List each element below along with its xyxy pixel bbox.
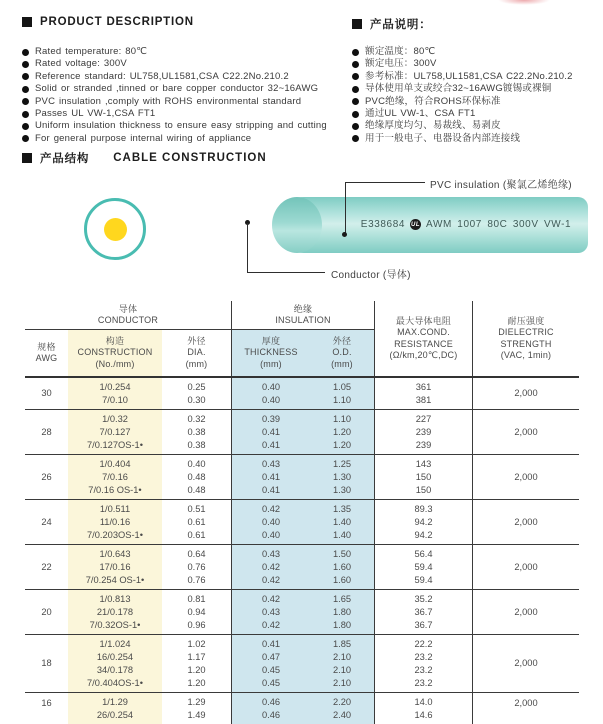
header-resistance: 最大导体电阻 MAX.COND. RESISTANCE (Ω/km,20℃,DC) xyxy=(375,301,473,376)
cell-value: 1.60 xyxy=(332,574,352,585)
cell-awg xyxy=(25,455,68,499)
cell-value: 2,000 xyxy=(514,561,538,572)
cell-awg xyxy=(25,635,68,692)
pvc-leader-dot xyxy=(342,232,347,237)
cell-value: 11/0.16 xyxy=(99,516,131,527)
cell-awg xyxy=(25,378,68,409)
cell-value: 0.48 xyxy=(187,471,206,482)
cell-dia xyxy=(162,590,232,634)
cell-value: 0.43 xyxy=(261,458,281,469)
cell-construction xyxy=(68,378,162,409)
cell-value: 0.42 xyxy=(261,574,281,585)
cell-dielectric xyxy=(473,455,579,499)
cropped-logo-fragment xyxy=(498,0,550,5)
cell-value: 7/0.203OS-1• xyxy=(87,529,143,540)
cell-construction xyxy=(68,545,162,589)
table-row xyxy=(25,634,579,692)
cell-value: 239 xyxy=(415,426,432,437)
cell-dielectric xyxy=(473,410,579,454)
cell-value: 1.25 xyxy=(332,458,352,469)
product-notes-title xyxy=(352,16,432,32)
cell-resistance xyxy=(375,455,473,499)
cell-value: 0.41 xyxy=(261,439,281,450)
cell-value: 2,000 xyxy=(514,658,538,668)
cell-value: 1.17 xyxy=(187,651,206,662)
table-row xyxy=(25,692,579,724)
cell-dielectric xyxy=(473,590,579,634)
cell-dia xyxy=(162,455,232,499)
table-row xyxy=(25,499,579,544)
cell-value: 94.2 xyxy=(414,516,433,527)
cell-value: 2,000 xyxy=(514,606,538,617)
bullet-text: Passes UL VW-1,CSA FT1 xyxy=(35,108,156,120)
conductor-leader-horizontal xyxy=(247,272,325,273)
table-header xyxy=(25,301,579,378)
cell-value: 0.40 xyxy=(187,458,206,469)
cell-value: 94.2 xyxy=(414,529,433,540)
bullet-icon xyxy=(22,73,29,80)
cell-value: 239 xyxy=(415,439,432,450)
cell-construction xyxy=(68,693,162,724)
cell-construction xyxy=(68,590,162,634)
cell-value: 2.20 xyxy=(332,696,352,707)
cell-resistance xyxy=(375,635,473,692)
cell-value: 0.46 xyxy=(261,709,281,720)
bullet-item xyxy=(22,58,344,70)
bullet-item xyxy=(22,108,344,120)
cell-dia xyxy=(162,693,232,724)
bullet-icon xyxy=(352,73,359,80)
cell-value: 0.38 xyxy=(187,439,206,450)
bullet-item xyxy=(352,71,597,83)
table-row xyxy=(25,544,579,589)
bullet-icon xyxy=(22,61,29,68)
cell-dia xyxy=(162,410,232,454)
cell-value: 0.40 xyxy=(261,516,281,527)
bullet-text: Uniform insulation thickness to ensure easy stripping and cutting xyxy=(35,120,327,132)
cell-value: 7/0.127 xyxy=(99,426,131,437)
bullet-icon xyxy=(352,49,359,56)
cell-value: 0.41 xyxy=(261,638,281,649)
cell-dia xyxy=(162,545,232,589)
bullet-icon xyxy=(22,123,29,130)
cell-awg xyxy=(25,410,68,454)
header-dielectric: 耐压强度 DIELECTRIC STRENGTH (VAC, 1min) xyxy=(498,316,554,360)
bullet-item xyxy=(352,108,597,120)
bullet-item xyxy=(352,120,597,132)
cell-value: 0.39 xyxy=(261,413,281,424)
cell-od xyxy=(310,410,375,454)
cell-value: 2.10 xyxy=(332,651,352,662)
cell-value: 0.25 xyxy=(187,381,206,392)
pvc-leader-vertical xyxy=(345,182,346,236)
bullet-text: Solid or stranded ,tinned or bare copper conductor 32~16AWG xyxy=(35,83,319,95)
cell-value: 36.7 xyxy=(414,606,433,617)
cell-value: 0.30 xyxy=(187,394,206,405)
cell-thickness xyxy=(232,545,310,589)
cell-awg xyxy=(25,500,68,544)
cell-resistance xyxy=(375,590,473,634)
bullet-icon xyxy=(22,98,29,105)
product-description-title-text: PRODUCT DESCRIPTION xyxy=(40,16,194,28)
conductor-core-circle xyxy=(104,218,127,241)
product-notes-list xyxy=(352,46,597,145)
cell-value: 0.40 xyxy=(261,529,281,540)
cell-value: 1.30 xyxy=(332,471,352,482)
cell-value: 1.20 xyxy=(187,664,206,675)
cable-cross-section xyxy=(84,198,146,260)
bullet-text: PVC insulation ,comply with ROHS environmental standard xyxy=(35,95,302,107)
cell-value: 1/0.813 xyxy=(99,593,131,604)
cell-value: 1/1.29 xyxy=(102,696,128,707)
cell-od xyxy=(310,500,375,544)
cell-value: 1/0.643 xyxy=(99,548,131,559)
bullet-item xyxy=(22,133,344,145)
cell-value: 1.60 xyxy=(332,561,352,572)
header-od: 外径 O.D. (mm) xyxy=(310,330,375,376)
table-row xyxy=(25,589,579,634)
cell-awg xyxy=(25,590,68,634)
cell-construction xyxy=(68,635,162,692)
bullet-icon xyxy=(352,61,359,68)
cell-value: 0.41 xyxy=(261,426,281,437)
cell-value: 143 xyxy=(415,458,432,469)
cable-diagram xyxy=(0,168,603,298)
cell-value: 59.4 xyxy=(414,574,433,585)
cable-end-cap xyxy=(272,197,322,253)
bullet-icon xyxy=(22,86,29,93)
bullet-item xyxy=(352,96,597,108)
cell-value: 1/0.511 xyxy=(99,503,131,514)
cell-value: 7/0.404OS-1• xyxy=(87,677,143,688)
cell-value: 1.10 xyxy=(332,413,352,424)
cell-value: 227 xyxy=(415,413,432,424)
cell-value: 1.85 xyxy=(332,638,352,649)
header-awg: 规格 AWG xyxy=(35,341,58,363)
cell-od xyxy=(310,693,375,724)
bullet-text: 额定电压：300V xyxy=(365,58,437,70)
bullet-text: 用于一般电子、电器设备内部连接线 xyxy=(365,132,521,144)
cell-value: 1/1.024 xyxy=(99,638,131,649)
bullet-item xyxy=(352,46,597,58)
cell-value: 23.2 xyxy=(414,677,433,688)
cell-awg xyxy=(25,545,68,589)
bullet-icon xyxy=(22,49,29,56)
cell-value: 0.45 xyxy=(261,664,281,675)
cell-value: 28 xyxy=(41,426,52,437)
cell-value: 0.46 xyxy=(261,696,281,707)
cell-value: 0.32 xyxy=(187,413,206,424)
cell-od xyxy=(310,378,375,409)
cell-value: 0.42 xyxy=(261,561,281,572)
cell-thickness xyxy=(232,590,310,634)
cell-value: 2.40 xyxy=(332,709,352,720)
cell-value: 35.2 xyxy=(414,593,433,604)
cell-value: 1/0.404 xyxy=(99,458,131,469)
bullet-text: 绝缘厚度均匀、易裁线、易剥皮 xyxy=(365,120,501,132)
cell-value: 0.40 xyxy=(261,394,281,405)
cell-thickness xyxy=(232,410,310,454)
bullet-icon xyxy=(352,86,359,93)
bullet-text: Reference standard: UL758,UL1581,CSA C22.2No.210.2 xyxy=(35,70,289,82)
cell-dia xyxy=(162,500,232,544)
cell-value: 0.81 xyxy=(187,593,206,604)
cell-dielectric xyxy=(473,378,579,409)
product-description-title xyxy=(22,16,194,28)
cell-value: 2.10 xyxy=(332,664,352,675)
cell-thickness xyxy=(232,635,310,692)
cell-construction xyxy=(68,500,162,544)
cell-value: 0.41 xyxy=(261,484,281,495)
cell-dia xyxy=(162,378,232,409)
header-thickness: 厚度 THICKNESS (mm) xyxy=(232,330,310,376)
pvc-insulation-label: PVC insulation (聚氯乙烯绝缘) xyxy=(430,180,572,191)
cell-value: 1.49 xyxy=(187,709,206,720)
cell-value: 56.4 xyxy=(414,548,433,559)
cell-value: 2,000 xyxy=(514,426,538,437)
cell-value: 0.45 xyxy=(261,677,281,688)
cell-value: 36.7 xyxy=(414,619,433,630)
cell-value: 59.4 xyxy=(414,561,433,572)
cell-value: 7/0.32OS-1• xyxy=(89,619,141,630)
cell-value: 1.20 xyxy=(332,439,352,450)
cell-value: 1.05 xyxy=(332,381,352,392)
spec-table xyxy=(25,301,579,724)
cell-value: 1.50 xyxy=(332,548,352,559)
cell-value: 2.10 xyxy=(332,677,352,688)
pvc-leader-horizontal xyxy=(345,182,425,183)
cell-value: 1/0.32 xyxy=(102,413,128,424)
cell-thickness xyxy=(232,500,310,544)
cell-value: 1.30 xyxy=(332,484,352,495)
cell-value: 1.65 xyxy=(332,593,352,604)
cell-construction xyxy=(68,455,162,499)
cell-value: 26/0.254 xyxy=(96,709,134,720)
bullet-text: For general purpose internal wiring of appliance xyxy=(35,132,252,144)
bullet-text: Rated temperature: 80℃ xyxy=(35,46,148,57)
cell-value: 1.40 xyxy=(332,516,352,527)
cell-value: 89.3 xyxy=(414,503,433,514)
bullet-text: Rated voltage: 300V xyxy=(35,58,127,70)
cell-value: 2,000 xyxy=(514,388,538,398)
cell-value: 1.80 xyxy=(332,606,352,617)
product-description-list xyxy=(22,46,344,145)
cell-value: 1.80 xyxy=(332,619,352,630)
bullet-icon xyxy=(352,98,359,105)
cell-value: 1.10 xyxy=(332,394,352,405)
cell-value: 18 xyxy=(41,658,52,668)
cell-value: 7/0.10 xyxy=(102,394,128,405)
construction-title-zh: 产品结构 xyxy=(40,153,90,165)
cell-value: 0.43 xyxy=(261,548,281,559)
cell-value: 0.42 xyxy=(261,619,281,630)
cell-value: 1/0.254 xyxy=(99,381,131,392)
ul-logo-icon: UL xyxy=(410,219,421,230)
section-square-icon xyxy=(22,17,32,27)
cell-thickness xyxy=(232,693,310,724)
bullet-text: 额定温度：80℃ xyxy=(365,46,436,57)
bullet-item xyxy=(22,71,344,83)
section-square-icon xyxy=(352,19,362,29)
cell-value: 0.64 xyxy=(187,548,206,559)
cell-dielectric xyxy=(473,500,579,544)
cell-value: 0.41 xyxy=(261,471,281,482)
cell-value: 2,000 xyxy=(514,697,538,708)
cell-value: 381 xyxy=(415,394,432,405)
cell-od xyxy=(310,590,375,634)
product-notes-title-text: 产品说明： xyxy=(370,19,432,31)
table-row xyxy=(25,454,579,499)
cell-construction xyxy=(68,410,162,454)
cell-value: 0.96 xyxy=(187,619,206,630)
cell-value: 14.6 xyxy=(414,709,433,720)
bullet-item xyxy=(352,133,597,145)
cell-value: 26 xyxy=(41,471,52,482)
cell-value: 1.29 xyxy=(187,696,206,707)
cell-value: 150 xyxy=(415,471,432,482)
cell-resistance xyxy=(375,500,473,544)
cell-value: 22 xyxy=(41,561,52,572)
cell-awg xyxy=(25,693,68,724)
bullet-text: 通过UL VW-1、CSA FT1 xyxy=(365,108,476,120)
cell-value: 22.2 xyxy=(414,638,433,649)
cell-resistance xyxy=(375,378,473,409)
header-dia: 外径 DIA. (mm) xyxy=(162,330,232,376)
construction-title-en: CABLE CONSTRUCTION xyxy=(113,152,267,164)
cell-value: 0.42 xyxy=(261,593,281,604)
bullet-item xyxy=(22,120,344,132)
bullet-item xyxy=(22,83,344,95)
bullet-item xyxy=(352,83,597,95)
cell-value: 0.61 xyxy=(187,516,206,527)
bullet-icon xyxy=(352,135,359,142)
cell-value: 1.35 xyxy=(332,503,352,514)
cell-value: 0.43 xyxy=(261,606,281,617)
header-conductor-group: 导体 CONDUCTOR xyxy=(25,301,232,330)
bullet-text: 参考标准：UL758,UL1581,CSA C22.2No.210.2 xyxy=(365,70,573,82)
cell-value: 0.51 xyxy=(187,503,206,514)
conductor-label: Conductor (导体) xyxy=(331,270,411,281)
cell-value: 1.02 xyxy=(187,638,206,649)
section-square-icon xyxy=(22,153,32,163)
cable-print-legend xyxy=(348,219,584,230)
construction-title xyxy=(22,150,267,166)
cell-resistance xyxy=(375,693,473,724)
cell-value: 30 xyxy=(41,388,52,398)
table-row xyxy=(25,378,579,409)
cell-dielectric xyxy=(473,635,579,692)
bullet-text: PVC绝缘，符合ROHS环保标准 xyxy=(365,95,501,107)
cell-value: 0.42 xyxy=(261,503,281,514)
conductor-leader-vertical xyxy=(247,223,248,272)
cell-thickness xyxy=(232,378,310,409)
cell-value: 0.38 xyxy=(187,426,206,437)
header-construction: 构造 CONSTRUCTION (No./mm) xyxy=(68,330,162,376)
cell-value: 0.48 xyxy=(187,484,206,495)
cell-value: 0.76 xyxy=(187,574,206,585)
cell-value: 1.20 xyxy=(187,677,206,688)
cell-dielectric xyxy=(473,693,579,724)
cell-value: 7/0.254 OS-1• xyxy=(85,574,145,585)
bullet-icon xyxy=(22,135,29,142)
cell-value: 16 xyxy=(41,697,52,708)
cell-value: 0.94 xyxy=(187,606,206,617)
cable-print-code: E338684 xyxy=(360,219,406,230)
cell-value: 0.47 xyxy=(261,651,281,662)
cell-value: 0.40 xyxy=(261,381,281,392)
cell-value: 1.20 xyxy=(332,426,352,437)
cell-value: 17/0.16 xyxy=(99,561,131,572)
cell-od xyxy=(310,545,375,589)
cell-value: 7/0.16 OS-1• xyxy=(88,484,142,495)
cable-print-spec: AWM 1007 80C 300V VW-1 xyxy=(426,219,572,230)
bullet-item xyxy=(22,46,344,58)
cell-resistance xyxy=(375,410,473,454)
cell-value: 16/0.254 xyxy=(96,651,134,662)
cell-value: 2,000 xyxy=(514,516,538,527)
cell-value: 34/0.178 xyxy=(96,664,134,675)
cell-value: 2,000 xyxy=(514,471,538,482)
cell-od xyxy=(310,455,375,499)
cell-od xyxy=(310,635,375,692)
cell-value: 7/0.16 xyxy=(102,471,128,482)
header-insulation-group: 绝缘 INSULATION xyxy=(232,301,375,330)
cell-value: 24 xyxy=(41,516,52,527)
cell-resistance xyxy=(375,545,473,589)
bullet-icon xyxy=(352,123,359,130)
table-body xyxy=(25,378,579,724)
cell-thickness xyxy=(232,455,310,499)
cell-value: 0.76 xyxy=(187,561,206,572)
cell-value: 7/0.127OS-1• xyxy=(87,439,143,450)
cell-value: 14.0 xyxy=(414,696,433,707)
cell-value: 361 xyxy=(415,381,432,392)
cell-value: 0.61 xyxy=(187,529,206,540)
cell-value: 23.2 xyxy=(414,664,433,675)
cell-value: 1.40 xyxy=(332,529,352,540)
cell-value: 20 xyxy=(41,606,52,617)
cell-dia xyxy=(162,635,232,692)
bullet-item xyxy=(22,96,344,108)
bullet-icon xyxy=(352,111,359,118)
table-row xyxy=(25,409,579,454)
bullet-text: 导体使用单支或绞合32~16AWG镀锡或裸铜 xyxy=(365,83,552,95)
cell-value: 150 xyxy=(415,484,432,495)
bullet-icon xyxy=(22,111,29,118)
bullet-item xyxy=(352,58,597,70)
cell-value: 21/0.178 xyxy=(96,606,134,617)
cell-dielectric xyxy=(473,545,579,589)
cell-value: 23.2 xyxy=(414,651,433,662)
